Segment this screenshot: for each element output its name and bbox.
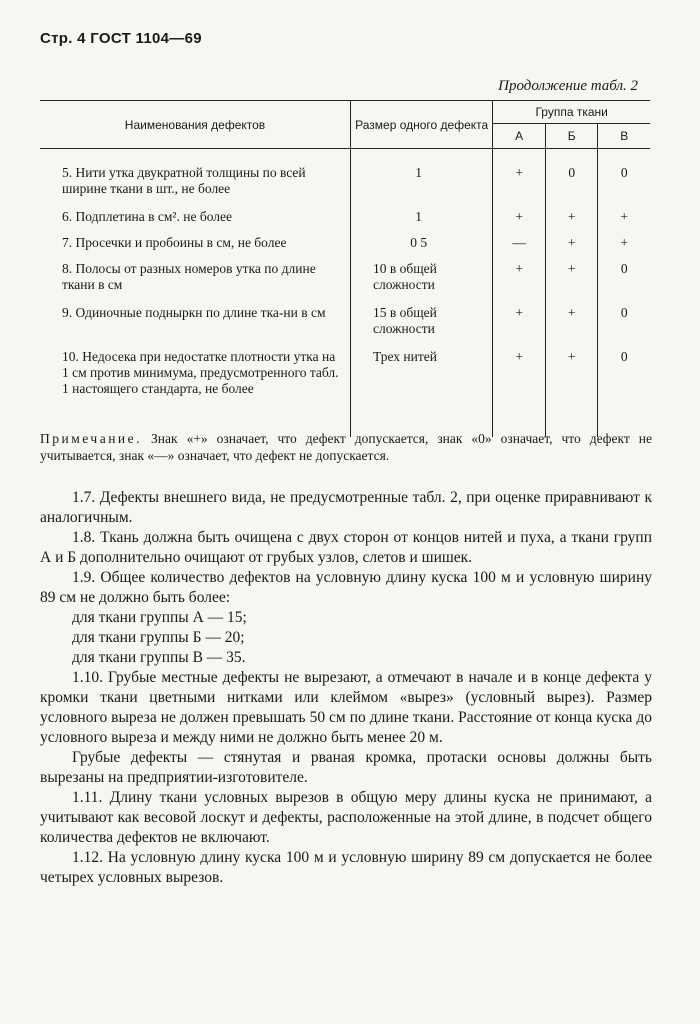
mark-group-v: + [598, 207, 650, 233]
header-defect-size: Размер одного дефекта [350, 101, 492, 149]
defect-name: 8. Полосы от разных номеров утка по длине ткани в см [62, 261, 316, 292]
table-row [40, 303, 650, 347]
defect-size: 1 [350, 163, 492, 207]
defect-size: 10 в общей сложности [350, 259, 492, 303]
mark-group-v: + [598, 233, 650, 259]
paragraph-1-12: 1.12. На условную длину куска 100 м и условную ширину 89 см допускается не более четырех условных вырезов. [40, 849, 652, 886]
mark-group-a: + [493, 207, 546, 233]
mark-group-a: + [493, 303, 546, 347]
defect-name: 7. Просечки и пробоины в см, не более [62, 235, 287, 250]
mark-group-b: + [545, 259, 598, 303]
table-row [40, 207, 650, 233]
defect-size: 0 5 [350, 233, 492, 259]
note-label: Примечание. [40, 431, 143, 446]
mark-group-v: 0 [598, 347, 650, 437]
mark-group-b: + [545, 207, 598, 233]
header-group-a: А [493, 124, 546, 149]
mark-group-a: + [493, 347, 546, 437]
note-text: Знак «+» означает, что дефект допускается, знак «0» означает, что дефект не учитывается, знак «—» означает, что дефект не допускается. [40, 431, 652, 463]
mark-group-b: + [545, 233, 598, 259]
mark-group-v: 0 [598, 259, 650, 303]
paragraph-1-7: 1.7. Дефекты внешнего вида, не предусмотренные табл. 2, при оценке приравнивают к аналогичным. [40, 489, 652, 526]
page-header: Стр. 4 ГОСТ 1104—69 [40, 30, 202, 47]
header-group-b: Б [545, 124, 598, 149]
table-note [40, 430, 652, 464]
mark-group-b: 0 [545, 163, 598, 207]
table-row [40, 163, 650, 207]
defect-size: 1 [350, 207, 492, 233]
mark-group-b: + [545, 347, 598, 437]
defect-name: 10. Недосека при недостатке плотности утка на 1 см против минимума, предусмотренного табл. 1 настоящего стандарта, не более [62, 349, 339, 396]
list-item: для ткани группы Б — 20; [72, 629, 245, 646]
defect-size: Трех нитей [350, 347, 492, 437]
mark-group-a: + [493, 259, 546, 303]
mark-group-b: + [545, 303, 598, 347]
table-row [40, 259, 650, 303]
defect-name: 9. Одиночные подныркн по длине тка-ни в см [62, 305, 326, 320]
mark-group-a: — [493, 233, 546, 259]
mark-group-v: 0 [598, 163, 650, 207]
table-row [40, 233, 650, 259]
header-group-v: В [598, 124, 650, 149]
paragraph-1-8: 1.8. Ткань должна быть очищена с двух сторон от концов нитей и пуха, а ткани групп А и Б дополнительно очищают от грубых узлов, слетов и шишек. [40, 529, 652, 566]
mark-group-a: + [493, 163, 546, 207]
defect-name: 5. Нити утка двукратной толщины по всей ширине ткани в шт., не более [62, 165, 306, 196]
table-continuation-label: Продолжение табл. 2 [498, 78, 638, 94]
list-item: для ткани группы В — 35. [72, 649, 246, 666]
defect-size: 15 в общей сложности [350, 303, 492, 347]
paragraph-1-9: 1.9. Общее количество дефектов на условную длину куска 100 м и условную ширину 89 см не должно быть более: [40, 569, 652, 606]
table-row [40, 347, 650, 437]
header-fabric-group: Группа ткани [493, 101, 650, 124]
paragraph-1-10-continued: Грубые дефекты — стянутая и рваная кромка, протаски основы должны быть вырезаны на предприятии-изготовителе. [40, 749, 652, 786]
document-body [40, 488, 652, 888]
paragraph-1-10: 1.10. Грубые местные дефекты не вырезают, а отмечают в начале и в конце дефекта у кромки ткани цветными нитками или клеймом «вырез» (условный вырез). Размер условного выреза не должен превышать 50 см по длине ткани. Расстояние от конца куска до условного выреза и между ними не должно быть менее 20 м. [40, 669, 652, 746]
mark-group-v: 0 [598, 303, 650, 347]
header-defect-name: Наименования дефектов [40, 101, 350, 149]
defect-name: 6. Подплетина в см². не более [62, 209, 232, 224]
list-item: для ткани группы А — 15; [72, 609, 247, 626]
defects-table [40, 100, 650, 437]
paragraph-1-11: 1.11. Длину ткани условных вырезов в общую меру длины куска не принимают, а учитывают как весовой лоскут и дефекты, расположенные на этой длине, в подсчет общего количества дефектов не включают. [40, 789, 652, 846]
